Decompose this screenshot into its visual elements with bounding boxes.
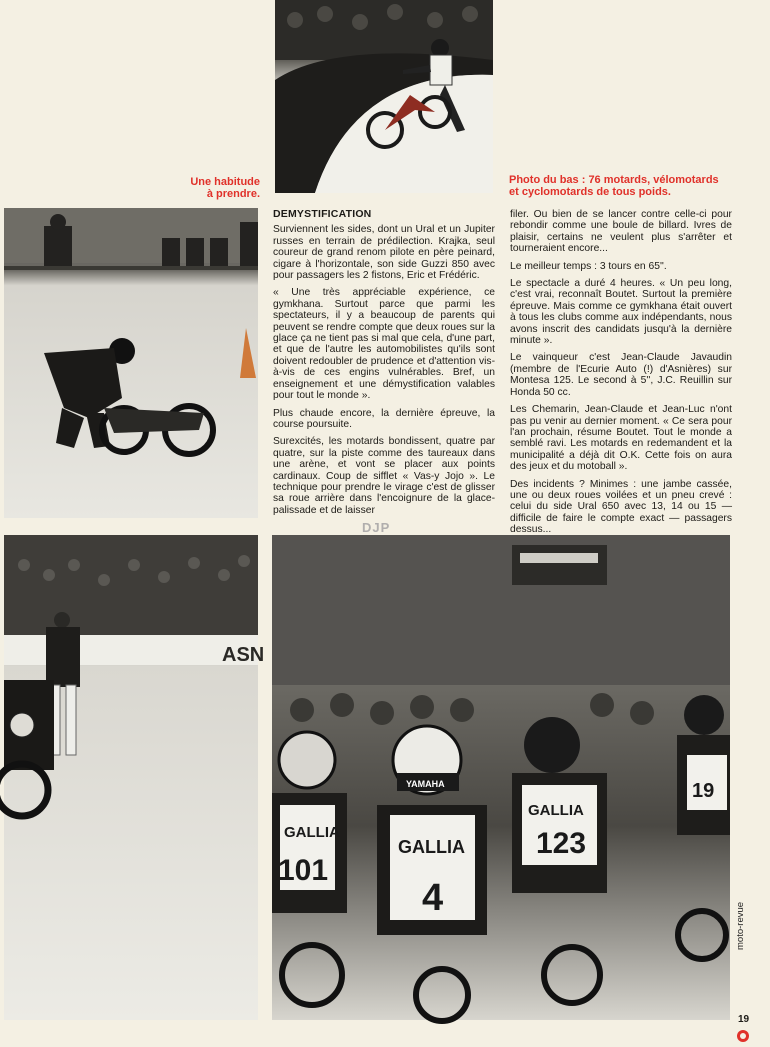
helmet-text: YAMAHA (406, 779, 445, 789)
official-sidecar-illustration (4, 535, 265, 1020)
article-paragraph: Le vainqueur c'est Jean-Claude Javaudin (membre de l'Ecurie Auto (!) d'Asnières) sur Montesa 125. Le second à 5'', J.C. Reuillin sur Honda 50 cc. (510, 352, 732, 398)
bib-number-far-right: 19 (692, 780, 715, 802)
article-paragraph: filer. Ou bien de se lancer contre celle-ci pour rebondir comme une boule de billard. Ivres de plaisir, certains ne veulent plus s'arrêter et tourneraient encore... (510, 209, 732, 255)
bib-number-center: 4 (422, 877, 444, 919)
bib-gallia-text: GALLIA (284, 824, 340, 841)
photo-leaning-rider (4, 208, 258, 518)
bib-number-left: 101 (278, 854, 329, 887)
article-paragraph: Le meilleur temps : 3 tours en 65''. (510, 260, 667, 272)
magazine-brand: moto-revue (735, 901, 746, 950)
banner-text: ASN (222, 644, 265, 666)
article-paragraph: Des incidents ? Minimes : une jambe cassée, une ou deux roues voilées et un pneu crevé : celui du side Ural 650 avec 13, 14 ou 15 — difficile de faire le compte exact — passagers dessus... (510, 478, 732, 536)
photo-ice-rider (275, 0, 493, 193)
article-column-2 (510, 209, 732, 542)
ice-rider-illustration (275, 0, 493, 193)
article-paragraph: Plus chaude encore, la dernière épreuve, la course poursuite. (273, 407, 495, 430)
bib-gallia-text: GALLIA (528, 802, 584, 819)
article-paragraph: Les Chemarin, Jean-Claude et Jean-Luc n'ont pas pu venir au dernier moment. « Ce sera pour l'an prochain, résume Boutet. Tout le monde a semblé ravi. Les motards en redemandent et la municipalité a déjà dit O.K. Cette fois on aura des jeux et du motoball ». (510, 404, 732, 473)
article-column-1 (273, 209, 495, 522)
watermark: DJP (362, 520, 391, 535)
caption-left: Une habitude à prendre. (190, 176, 260, 200)
bib-gallia-text: GALLIA (398, 837, 465, 857)
brand-logo-icon (737, 1030, 749, 1042)
page-number: 19 (738, 1014, 750, 1025)
bib-number-right: 123 (536, 827, 587, 860)
article-paragraph: Surexcités, les motards bondissent, quatre par quatre, sur la piste comme des taureaux dans une arène, et vont se placer aux points cardinaux. Coup de sifflet « Vas-y Jojo ». Le technique pour prendre le virage c'est de glisser sa roue arrière dans l'encoignure de la glace-palissade et de laisser (273, 436, 495, 516)
article-paragraph: Le spectacle a duré 4 heures. « Un peu long, c'est vrai, reconnaît Boutet. Surtout la première épreuve. Mais comme ce gymkhana était ouvert à tous les clubs comme aux indépendants, nous avons inscrit des candidats jusqu'à la dernière minute ». (510, 278, 732, 347)
article-paragraph: « Une très appréciable expérience, ce gymkhana. Surtout parce que parmi les spectateurs, il y a beaucoup de parents qui peuvent se rendre compte que deux roues sur la glace ça ne tient pas si mal que cela, d'une part, et que de l'autre les automobilistes qu'ils sont doivent redoubler de prudence et d'attention vis-à-vis de ces engins vulnérables. Bref, un enseignement et une démystification valables pour tout le monde ». (273, 287, 495, 402)
article-heading: DEMYSTIFICATION (273, 208, 372, 220)
leaning-rider-illustration (4, 208, 258, 518)
riders-gallia-illustration (272, 535, 730, 1020)
caption-right: Photo du bas : 76 motards, vélomotards et cyclomotards de tous poids. (509, 174, 719, 198)
photo-official-sidecar (4, 535, 265, 1020)
photo-riders-gallia (272, 535, 730, 1020)
article-paragraph: Surviennent les sides, dont un Ural et un Jupiter russes en terrain de prédilection. Krajka, seul coureur de grand renom pilote en père peinard, cigare à l'horizontale, son side Guzzi 850 avec pour passagers les 2 fistons, Eric et Frédéric. (273, 224, 495, 282)
